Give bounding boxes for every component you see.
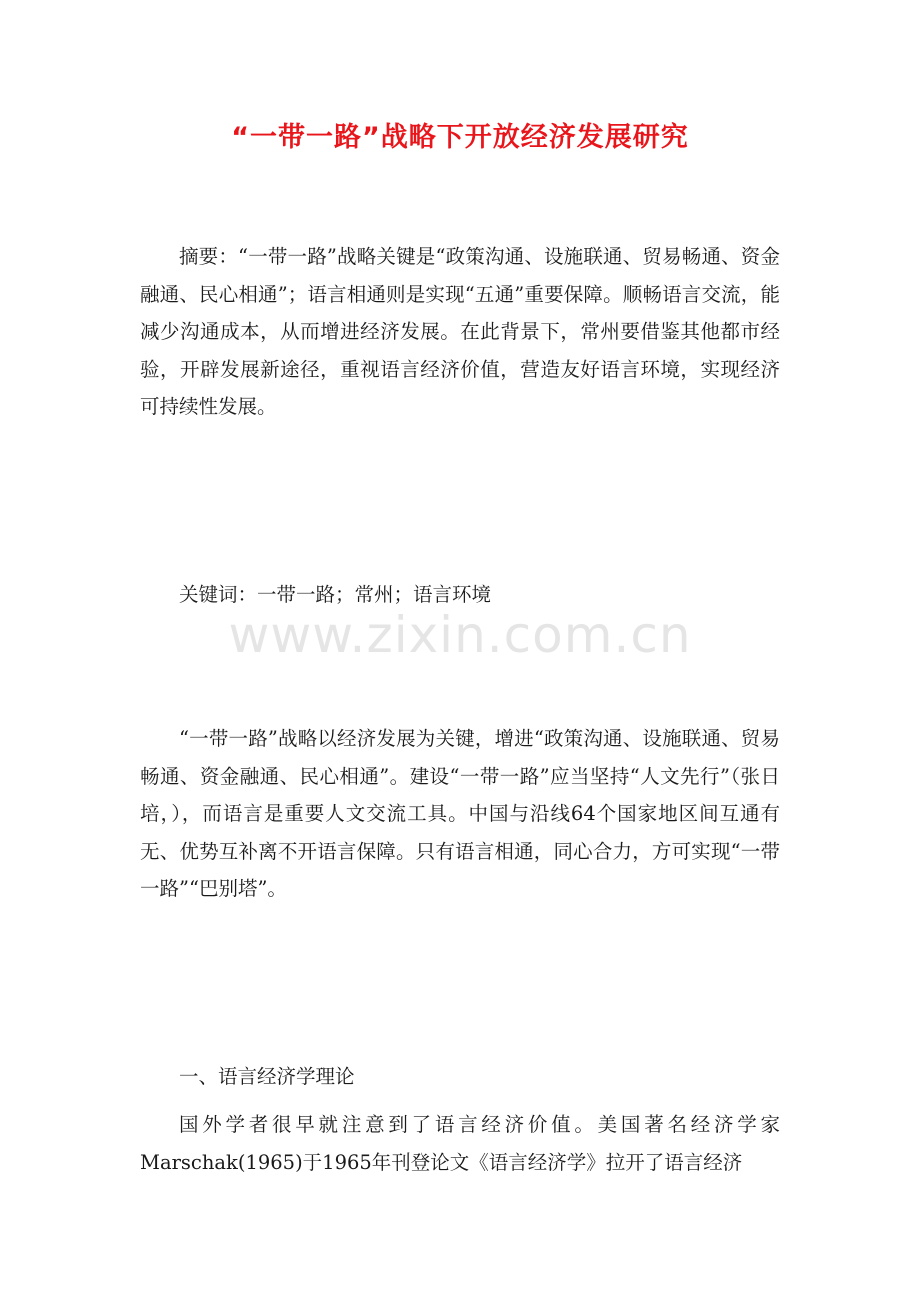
document-title: “一带一路”战略下开放经济发展研究 <box>231 122 689 153</box>
section-heading: 一、语言经济学理论 <box>179 1065 355 1088</box>
section-body-paragraph: 国外学者很早就注意到了语言经济价值。美国著名经济学家Marschak(1965)于1965年刊登论文《语言经济学》拉开了语言经济 <box>140 1113 780 1174</box>
abstract-paragraph: 摘要：“一带一路”战略关键是“政策沟通、设施联通、贸易畅通、资金融通、民心相通”；语言相通则是实现“五通”重要保障。顺畅语言交流，能减少沟通成本，从而增进经济发展。在此背景下，常州要借鉴其他都市经验，开辟发展新途径，重视语言经济价值，营造友好语言环境，实现经济可持续性发展。 <box>140 245 780 419</box>
keywords-paragraph: 关键词：一带一路；常州；语言环境 <box>179 583 492 606</box>
intro-paragraph: “一带一路”战略以经济发展为关键，增进“政策沟通、设施联通、贸易畅通、资金融通、民心相通”。建设“一带一路”应当坚持“人文先行”（张日培，），而语言是重要人文交流工具。中国与沿线64个国家地区间互通有无、优势互补离不开语言保障。只有语言相通，同心合力，方可实现“一带一路”“巴别塔”。 <box>140 727 780 901</box>
watermark-text: www.zixin.com.cn <box>228 606 692 664</box>
